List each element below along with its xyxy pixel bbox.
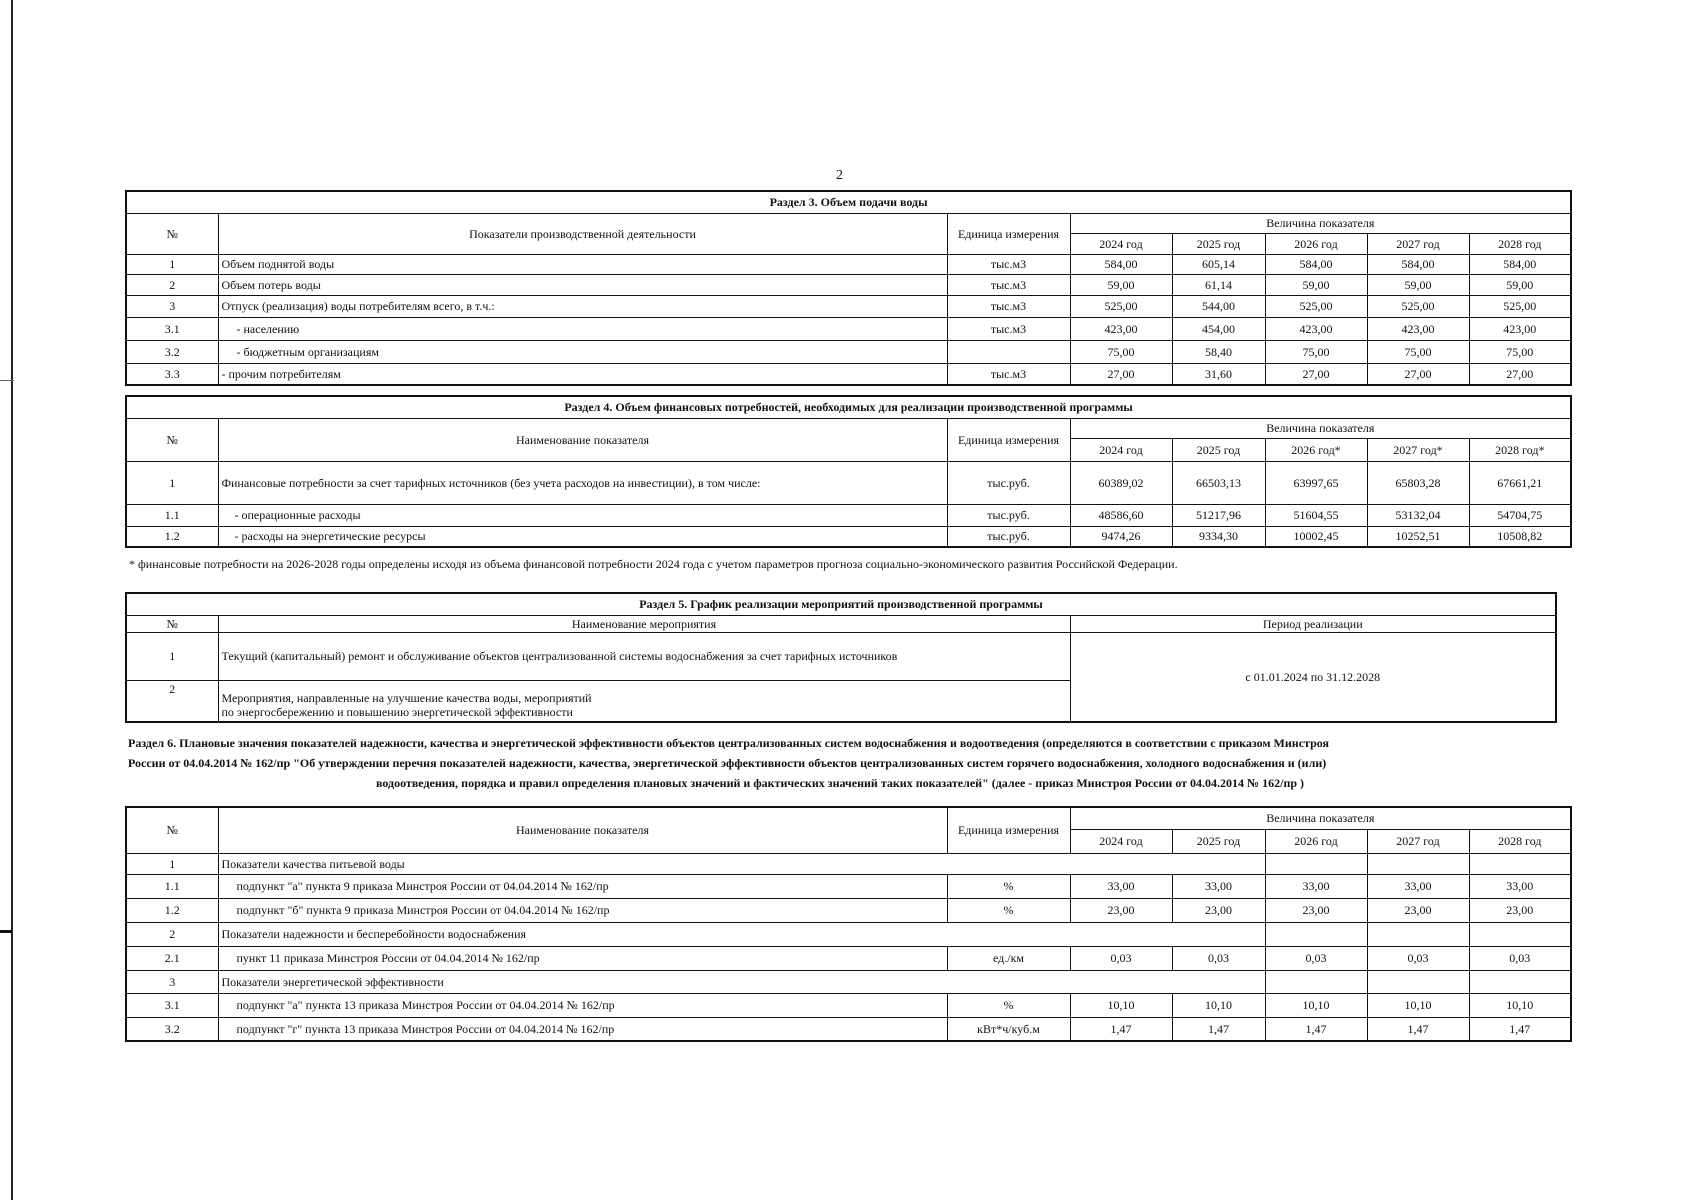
year-header: 2024 год [1070, 233, 1172, 254]
row-num: 2.1 [126, 946, 218, 970]
row-value: 1,47 [1265, 1017, 1367, 1041]
row-value: 60389,02 [1070, 461, 1172, 504]
row-num: 1.2 [126, 898, 218, 922]
table-group-row [126, 922, 1571, 946]
row-value: 31,60 [1172, 363, 1265, 385]
row-name: Показатели энергетической эффективности [218, 970, 1265, 993]
row-value: 54704,75 [1469, 504, 1571, 526]
row-value: 23,00 [1070, 898, 1172, 922]
table-row [126, 504, 1571, 526]
row-value: 66503,13 [1172, 461, 1265, 504]
row-value: 423,00 [1070, 317, 1172, 340]
year-header: 2025 год [1172, 829, 1265, 853]
row-value: 75,00 [1367, 340, 1469, 363]
row-name: Текущий (капитальный) ремонт и обслуживание объектов централизованной системы водоснабжения за счет тарифных источников [218, 632, 1070, 680]
table-row [126, 898, 1571, 922]
row-value: 1,47 [1172, 1017, 1265, 1041]
col-header-num: № [126, 418, 218, 461]
row-value: 33,00 [1469, 874, 1571, 898]
scan-mark [0, 930, 12, 933]
year-header: 2025 год [1172, 438, 1265, 461]
row-unit [947, 340, 1070, 363]
table-row [126, 526, 1571, 547]
row-value: 51217,96 [1172, 504, 1265, 526]
col-header-num: № [126, 615, 218, 632]
year-header: 2026 год [1265, 829, 1367, 853]
row-value: 33,00 [1265, 874, 1367, 898]
row-value: 544,00 [1172, 295, 1265, 317]
row-value: 59,00 [1265, 274, 1367, 295]
year-header: 2027 год [1367, 233, 1469, 254]
table-row [126, 461, 1571, 504]
row-value: 10,10 [1070, 993, 1172, 1017]
row-value: 584,00 [1469, 254, 1571, 274]
table-row [126, 632, 1556, 680]
row-value: 10,10 [1469, 993, 1571, 1017]
row-value: 9334,30 [1172, 526, 1265, 547]
section-4-title: Раздел 4. Объем финансовых потребностей, необходимых для реализации производственной программы [126, 396, 1571, 418]
row-value: 75,00 [1265, 340, 1367, 363]
row-name: Отпуск (реализация) воды потребителям всего, в т.ч.: [218, 295, 947, 317]
table-group-row [126, 853, 1571, 874]
row-num: 3 [126, 295, 218, 317]
row-num: 3.1 [126, 317, 218, 340]
row-value: 33,00 [1367, 874, 1469, 898]
row-name: - прочим потребителям [218, 363, 947, 385]
row-value: 59,00 [1070, 274, 1172, 295]
page-number: 2 [836, 168, 843, 183]
table-row [126, 274, 1571, 295]
row-num: 1.1 [126, 504, 218, 526]
section-6-heading [128, 733, 1552, 793]
table-row [126, 363, 1571, 385]
row-value: 59,00 [1367, 274, 1469, 295]
row-value: 10,10 [1265, 993, 1367, 1017]
row-unit: тыс.м3 [947, 274, 1070, 295]
row-num: 1.1 [126, 874, 218, 898]
col-header-value: Величина показателя [1070, 213, 1571, 233]
table-row [126, 874, 1571, 898]
row-name: подпункт "г" пункта 13 приказа Минстроя России от 04.04.2014 № 162/пр [218, 1017, 947, 1041]
row-value: 525,00 [1367, 295, 1469, 317]
row-value: 10,10 [1367, 993, 1469, 1017]
col-header-unit: Единица измерения [947, 213, 1070, 254]
row-unit: тыс.руб. [947, 504, 1070, 526]
table-row [126, 946, 1571, 970]
row-value: 525,00 [1469, 295, 1571, 317]
row-value: 1,47 [1070, 1017, 1172, 1041]
row-unit: тыс.м3 [947, 254, 1070, 274]
row-value: 63997,65 [1265, 461, 1367, 504]
row-name: - операционные расходы [218, 504, 947, 526]
year-header: 2026 год [1265, 233, 1367, 254]
financial-footnote: * финансовые потребности на 2026-2028 годы определены исходя из объема финансовой потребности 2024 года с учетом параметров прогноза социально-экономического развития Российской Федерации. [129, 557, 1178, 571]
section-4-table [125, 395, 1572, 548]
row-unit: тыс.м3 [947, 363, 1070, 385]
col-header-unit: Единица измерения [947, 807, 1070, 853]
row-name-line: по энергосбережению и повышению энергетической эффективности [221, 705, 573, 719]
col-header-period: Период реализации [1070, 615, 1556, 632]
row-value: 27,00 [1469, 363, 1571, 385]
row-name: Показатели качества питьевой воды [218, 853, 1265, 874]
row-value: 423,00 [1469, 317, 1571, 340]
scan-mark [0, 380, 14, 381]
year-header: 2024 год [1070, 829, 1172, 853]
row-value: 27,00 [1265, 363, 1367, 385]
row-name: - населению [218, 317, 947, 340]
row-name [218, 680, 1070, 722]
section-5-table [125, 592, 1557, 723]
row-name: подпункт "б" пункта 9 приказа Минстроя России от 04.04.2014 № 162/пр [218, 898, 947, 922]
row-value: 1,47 [1367, 1017, 1469, 1041]
row-value: 1,47 [1469, 1017, 1571, 1041]
row-value: 0,03 [1070, 946, 1172, 970]
table-row [126, 993, 1571, 1017]
table-row [126, 317, 1571, 340]
scan-edge-line [11, 0, 13, 1200]
row-value: 9474,26 [1070, 526, 1172, 547]
row-num: 3 [126, 970, 218, 993]
year-header: 2028 год* [1469, 438, 1571, 461]
year-header: 2028 год [1469, 829, 1571, 853]
row-name: подпункт "а" пункта 9 приказа Минстроя России от 04.04.2014 № 162/пр [218, 874, 947, 898]
row-value: 584,00 [1265, 254, 1367, 274]
row-value: 23,00 [1367, 898, 1469, 922]
row-value: 33,00 [1172, 874, 1265, 898]
col-header-value: Величина показателя [1070, 418, 1571, 438]
section-6-heading-line: водоотведения, порядка и правил определения плановых значений и фактических значений таких показателей" (далее - приказ Минстроя России от 04.04.2014 № 162/пр ) [375, 776, 1305, 790]
col-header-num: № [126, 213, 218, 254]
col-header-name: Наименование показателя [218, 418, 947, 461]
year-header: 2028 год [1469, 233, 1571, 254]
row-num: 3.3 [126, 363, 218, 385]
row-value: 10002,45 [1265, 526, 1367, 547]
row-value: 423,00 [1367, 317, 1469, 340]
row-value: 67661,21 [1469, 461, 1571, 504]
row-name: - расходы на энергетические ресурсы [218, 526, 947, 547]
section-5-title: Раздел 5. График реализации мероприятий производственной программы [126, 593, 1556, 615]
row-value: 525,00 [1265, 295, 1367, 317]
row-unit: % [947, 898, 1070, 922]
section-6-heading-line: России от 04.04.2014 № 162/пр "Об утверждении перечня показателей надежности, качества, энергетической эффективности объектов централизованных систем горячего водоснабжения, холодного водоснабжения и (или) [128, 756, 1327, 770]
table-row [126, 340, 1571, 363]
year-header: 2026 год* [1265, 438, 1367, 461]
row-unit: % [947, 874, 1070, 898]
row-value: 525,00 [1070, 295, 1172, 317]
row-unit: % [947, 993, 1070, 1017]
row-value: 10508,82 [1469, 526, 1571, 547]
row-value: 584,00 [1367, 254, 1469, 274]
row-value: 58,40 [1172, 340, 1265, 363]
row-value: 75,00 [1070, 340, 1172, 363]
col-header-unit: Единица измерения [947, 418, 1070, 461]
row-num: 3.1 [126, 993, 218, 1017]
col-header-name: Наименование мероприятия [218, 615, 1070, 632]
table-row [126, 1017, 1571, 1041]
year-header: 2027 год* [1367, 438, 1469, 461]
section-3-table [125, 190, 1572, 386]
row-num: 3.2 [126, 1017, 218, 1041]
row-value: 423,00 [1265, 317, 1367, 340]
col-header-num: № [126, 807, 218, 853]
row-value: 0,03 [1172, 946, 1265, 970]
row-value: 51604,55 [1265, 504, 1367, 526]
row-value: 61,14 [1172, 274, 1265, 295]
row-num: 1 [126, 254, 218, 274]
row-name: пункт 11 приказа Минстроя России от 04.04.2014 № 162/пр [218, 946, 947, 970]
row-value: 10252,51 [1367, 526, 1469, 547]
row-value: 59,00 [1469, 274, 1571, 295]
row-value: 605,14 [1172, 254, 1265, 274]
row-num: 1 [126, 632, 218, 680]
row-num: 1.2 [126, 526, 218, 547]
row-num: 2 [126, 680, 218, 722]
implementation-period: с 01.01.2024 по 31.12.2028 [1070, 632, 1556, 722]
row-value: 454,00 [1172, 317, 1265, 340]
section-3-title: Раздел 3. Объем подачи воды [126, 191, 1571, 213]
row-value: 53132,04 [1367, 504, 1469, 526]
table-group-row [126, 970, 1571, 993]
row-num: 2 [126, 274, 218, 295]
col-header-name: Наименование показателя [218, 807, 947, 853]
row-name: Объем поднятой воды [218, 254, 947, 274]
row-num: 2 [126, 922, 218, 946]
row-value: 10,10 [1172, 993, 1265, 1017]
row-name: подпункт "а" пункта 13 приказа Минстроя России от 04.04.2014 № 162/пр [218, 993, 947, 1017]
row-value: 27,00 [1070, 363, 1172, 385]
row-name: - бюджетным организациям [218, 340, 947, 363]
row-unit: кВт*ч/куб.м [947, 1017, 1070, 1041]
row-value: 0,03 [1265, 946, 1367, 970]
year-header: 2027 год [1367, 829, 1469, 853]
row-num: 1 [126, 853, 218, 874]
row-value: 33,00 [1070, 874, 1172, 898]
row-value: 48586,60 [1070, 504, 1172, 526]
table-row [126, 254, 1571, 274]
row-name: Объем потерь воды [218, 274, 947, 295]
row-num: 3.2 [126, 340, 218, 363]
row-value: 23,00 [1172, 898, 1265, 922]
col-header-name: Показатели производственной деятельности [218, 213, 947, 254]
row-num: 1 [126, 461, 218, 504]
col-header-value: Величина показателя [1070, 807, 1571, 829]
section-6-table [125, 806, 1572, 1042]
row-value: 584,00 [1070, 254, 1172, 274]
row-value: 27,00 [1367, 363, 1469, 385]
year-header: 2024 год [1070, 438, 1172, 461]
row-unit: тыс.руб. [947, 526, 1070, 547]
row-value: 0,03 [1469, 946, 1571, 970]
row-value: 65803,28 [1367, 461, 1469, 504]
row-name: Финансовые потребности за счет тарифных источников (без учета расходов на инвестиции), в том числе: [218, 461, 947, 504]
row-unit: ед./км [947, 946, 1070, 970]
row-value: 23,00 [1265, 898, 1367, 922]
row-unit: тыс.м3 [947, 295, 1070, 317]
row-name-line: Мероприятия, направленные на улучшение качества воды, мероприятий [221, 691, 592, 705]
table-row [126, 295, 1571, 317]
row-unit: тыс.руб. [947, 461, 1070, 504]
row-unit: тыс.м3 [947, 317, 1070, 340]
row-value: 23,00 [1469, 898, 1571, 922]
row-value: 0,03 [1367, 946, 1469, 970]
section-6-heading-line: Раздел 6. Плановые значения показателей надежности, качества и энергетической эффективности объектов централизованных систем водоснабжения и водоотведения (определяются в соответствии с приказом Минстроя [128, 736, 1330, 750]
year-header: 2025 год [1172, 233, 1265, 254]
row-name: Показатели надежности и бесперебойности водоснабжения [218, 922, 1265, 946]
row-value: 75,00 [1469, 340, 1571, 363]
